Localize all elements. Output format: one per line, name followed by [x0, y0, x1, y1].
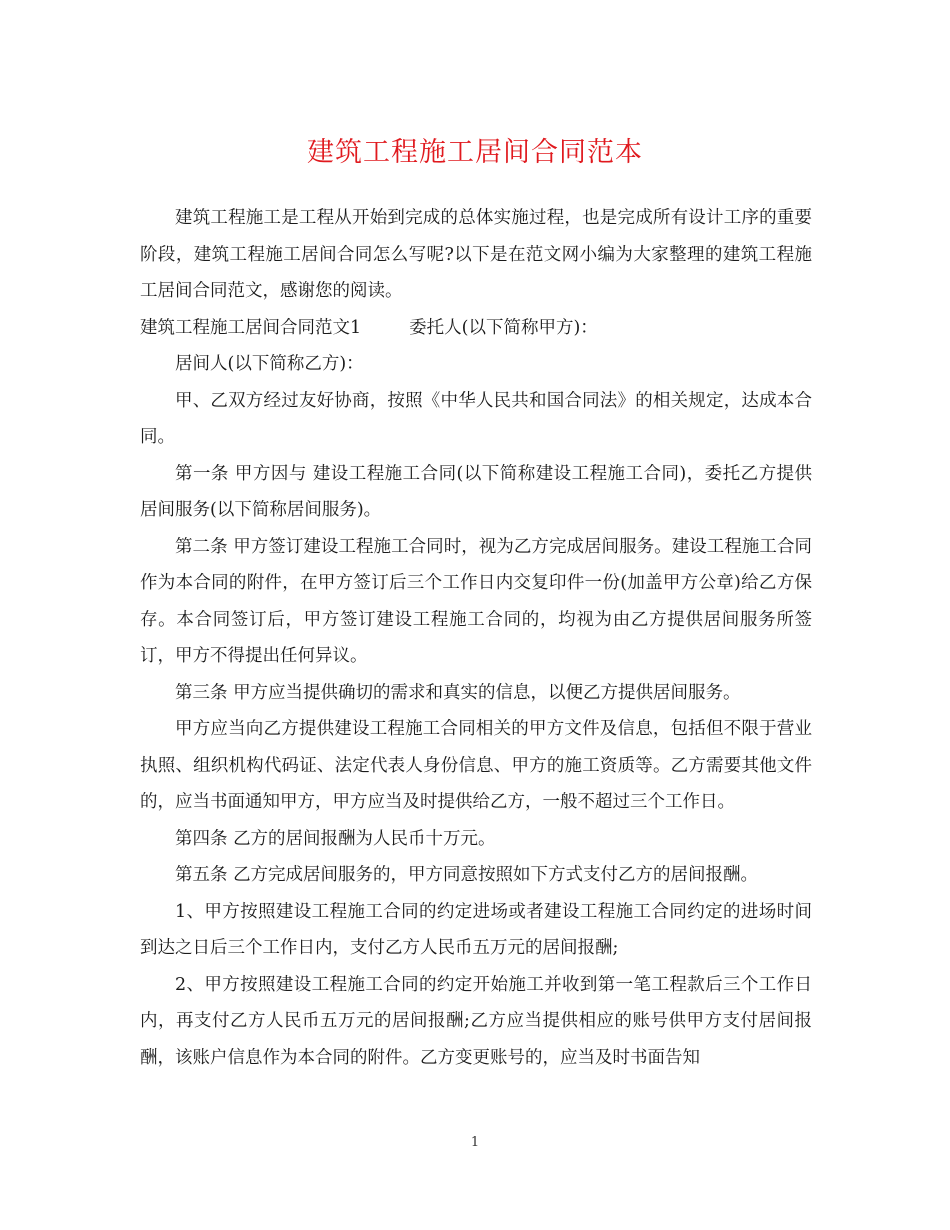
sample-heading-line	[140, 310, 812, 347]
payment-item-2: 2、甲方按照建设工程施工合同的约定开始施工并收到第一笔工程款后三个工作日内，再支付乙方人民币五万元的居间报酬;乙方应当提供相应的账号供甲方支付居间报酬，该账户信息作为本合同的附件。乙方变更账号的，应当及时书面告知	[140, 974, 812, 1068]
agreement-paragraph: 甲、乙双方经过友好协商，按照《中华人民共和国合同法》的相关规定，达成本合同。	[140, 390, 812, 447]
intermediary-line: 居间人(以下简称乙方)：	[175, 354, 364, 374]
article-3: 第三条 甲方应当提供确切的需求和真实的信息，以便乙方提供居间服务。	[175, 682, 741, 703]
sample-heading: 建筑工程施工居间合同范文1	[140, 317, 362, 338]
document-title: 建筑工程施工居间合同范本	[307, 137, 643, 168]
heading-spacer	[361, 310, 409, 347]
article-4: 第四条 乙方的居间报酬为人民币十万元。	[175, 828, 496, 849]
page-number: 1	[470, 1135, 480, 1150]
intro-paragraph: 建筑工程施工是工程从开始到完成的总体实施过程，也是完成所有设计工序的重要阶段，建筑工程施工居间合同怎么写呢?以下是在范文网小编为大家整理的建筑工程施工居间合同范文，感谢您的阅读。	[140, 208, 812, 301]
article-3-detail: 甲方应当向乙方提供建设工程施工合同相关的甲方文件及信息，包括但不限于营业执照、组织机构代码证、法定代表人身份信息、甲方的施工资质等。乙方需要其他文件的，应当书面通知甲方，甲方应当及时提供给乙方，一般不超过三个工作日。	[140, 719, 812, 812]
client-line: 委托人(以下简称甲方)：	[409, 317, 598, 338]
article-1: 第一条 甲方因与 建设工程施工合同(以下简称建设工程施工合同)，委托乙方提供居间服务(以下简称居间服务)。	[140, 463, 812, 520]
payment-item-1: 1、甲方按照建设工程施工合同的约定进场或者建设工程施工合同约定的进场时间到达之日后三个工作日内，支付乙方人民币五万元的居间报酬;	[140, 901, 812, 958]
article-2: 第二条 甲方签订建设工程施工合同时，视为乙方完成居间服务。建设工程施工合同作为本合同的附件，在甲方签订后三个工作日内交复印件一份(加盖甲方公章)给乙方保存。本合同签订后，甲方签订建设工程施工合同的，均视为由乙方提供居间服务所签订，甲方不得提出任何异议。	[140, 536, 812, 666]
document-body	[140, 200, 812, 1076]
article-5: 第五条 乙方完成居间服务的，甲方同意按照如下方式支付乙方的居间报酬。	[175, 865, 759, 885]
